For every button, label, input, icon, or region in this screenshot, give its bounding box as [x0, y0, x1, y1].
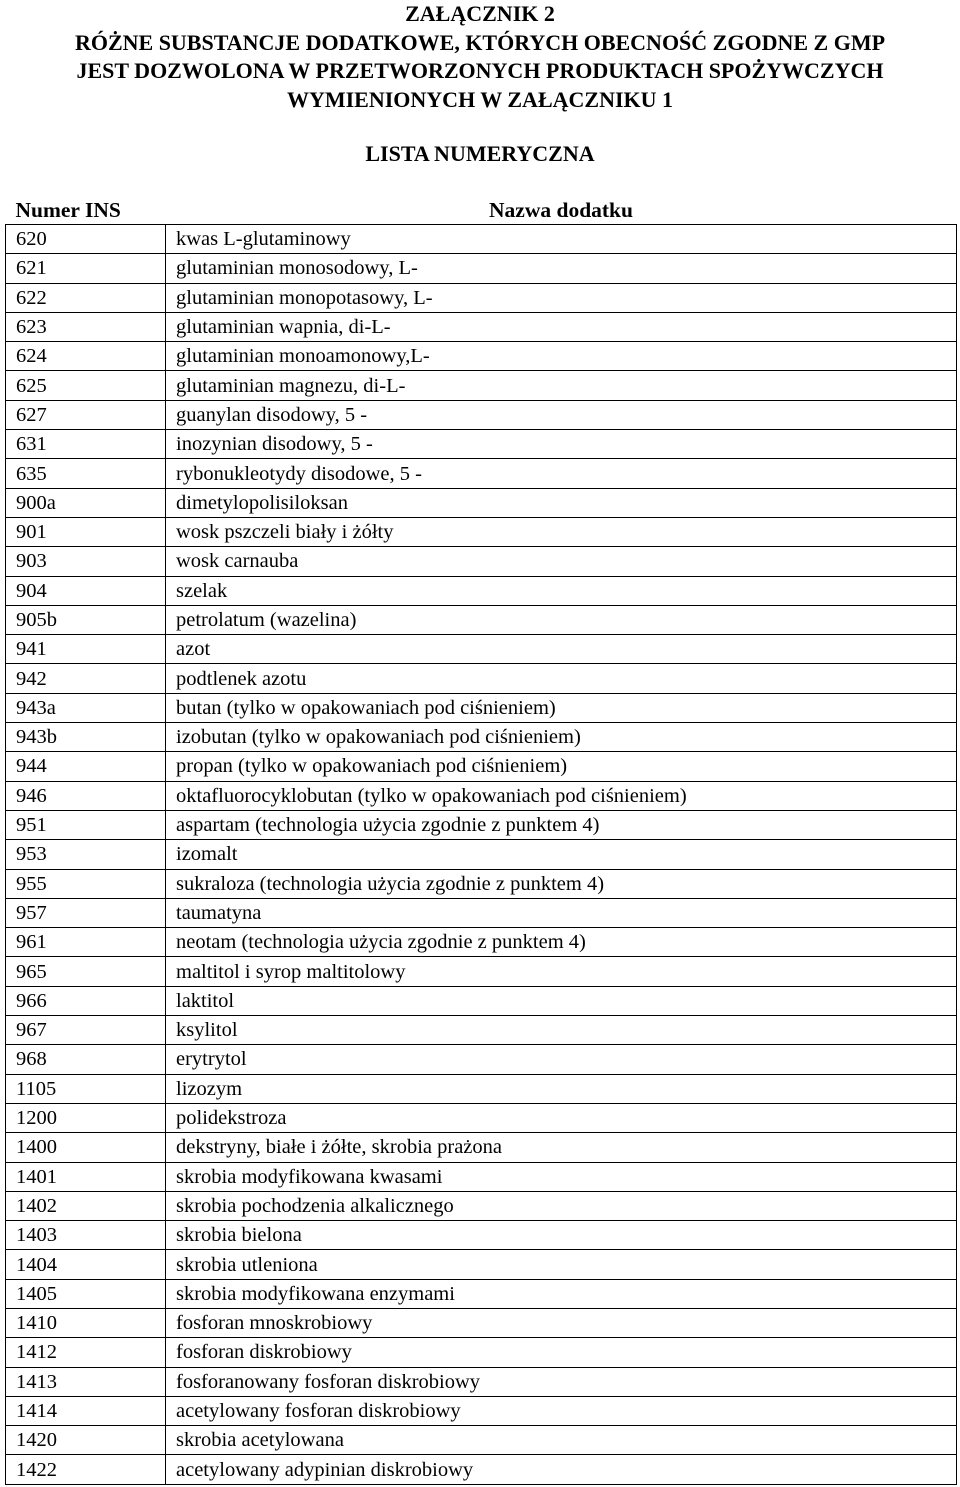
ins-number-cell: 941	[6, 635, 166, 664]
table-row	[6, 517, 957, 546]
ins-number-cell: 1413	[6, 1367, 166, 1396]
ins-number-cell: 621	[6, 254, 166, 283]
ins-number-cell: 635	[6, 459, 166, 488]
ins-number-cell: 1412	[6, 1338, 166, 1367]
additive-name-cell: glutaminian monoamonowy,L-	[166, 342, 957, 371]
additive-name-cell: szelak	[166, 576, 957, 605]
additive-name-cell: inozynian disodowy, 5 -	[166, 430, 957, 459]
table-header-row	[6, 196, 957, 225]
table-row	[6, 664, 957, 693]
additive-name-cell: skrobia bielona	[166, 1221, 957, 1250]
ins-number-cell: 1422	[6, 1455, 166, 1484]
table-row	[6, 225, 957, 254]
additive-name-cell: skrobia pochodzenia alkalicznego	[166, 1191, 957, 1220]
heading-line-annex: ZAŁĄCZNIK 2	[405, 1, 555, 26]
additive-name-cell: erytrytol	[166, 1045, 957, 1074]
ins-number-cell: 966	[6, 986, 166, 1015]
table-row	[6, 1250, 957, 1279]
ins-number-cell: 620	[6, 225, 166, 254]
table-body	[6, 225, 957, 1485]
heading-line-3: WYMIENIONYCH W ZAŁĄCZNIKU 1	[286, 86, 674, 112]
table-row	[6, 312, 957, 341]
table-row	[6, 1133, 957, 1162]
table-row	[6, 869, 957, 898]
ins-number-cell: 967	[6, 1016, 166, 1045]
heading-line-2: JEST DOZWOLONA W PRZETWORZONYCH PRODUKTACH SPOŻYWCZYCH	[76, 58, 884, 83]
ins-number-cell: 623	[6, 312, 166, 341]
table-row	[6, 430, 957, 459]
additive-name-cell: glutaminian monopotasowy, L-	[166, 283, 957, 312]
ins-number-cell: 624	[6, 342, 166, 371]
ins-number-cell: 946	[6, 781, 166, 810]
table-row	[6, 986, 957, 1015]
additive-name-cell: izomalt	[166, 840, 957, 869]
table-row	[6, 605, 957, 634]
column-header-ins-number: Numer INS	[15, 197, 121, 222]
additive-name-cell: fosforan diskrobiowy	[166, 1338, 957, 1367]
ins-number-cell: 905b	[6, 605, 166, 634]
additive-name-cell: dimetylopolisiloksan	[166, 488, 957, 517]
table-row	[6, 254, 957, 283]
ins-number-cell: 631	[6, 430, 166, 459]
ins-number-cell: 1404	[6, 1250, 166, 1279]
additive-name-cell: acetylowany fosforan diskrobiowy	[166, 1396, 957, 1425]
table-row	[6, 1045, 957, 1074]
table-row	[6, 459, 957, 488]
document-heading	[0, 0, 960, 114]
table-row	[6, 723, 957, 752]
table-row	[6, 1191, 957, 1220]
table-row	[6, 928, 957, 957]
additive-name-cell: izobutan (tylko w opakowaniach pod ciśnieniem)	[166, 723, 957, 752]
ins-number-cell: 1414	[6, 1396, 166, 1425]
table-row	[6, 342, 957, 371]
additive-name-cell: dekstryny, białe i żółte, skrobia prażona	[166, 1133, 957, 1162]
ins-number-cell: 1410	[6, 1308, 166, 1337]
additive-name-cell: skrobia utleniona	[166, 1250, 957, 1279]
table-row	[6, 547, 957, 576]
ins-number-cell: 951	[6, 810, 166, 839]
ins-number-cell: 942	[6, 664, 166, 693]
table-row	[6, 1221, 957, 1250]
additive-name-cell: glutaminian wapnia, di-L-	[166, 312, 957, 341]
additive-name-cell: sukraloza (technologia użycia zgodnie z punktem 4)	[166, 869, 957, 898]
heading-line-1: RÓŻNE SUBSTANCJE DODATKOWE, KTÓRYCH OBECNOŚĆ ZGODNE Z GMP	[74, 29, 886, 55]
ins-number-cell: 1405	[6, 1279, 166, 1308]
additive-name-cell: taumatyna	[166, 898, 957, 927]
additive-name-cell: neotam (technologia użycia zgodnie z punktem 4)	[166, 928, 957, 957]
ins-number-cell: 943b	[6, 723, 166, 752]
additive-name-cell: podtlenek azotu	[166, 664, 957, 693]
table-row	[6, 400, 957, 429]
table-row	[6, 810, 957, 839]
table-row	[6, 1396, 957, 1425]
table-row	[6, 1367, 957, 1396]
additive-name-cell: wosk pszczeli biały i żółty	[166, 517, 957, 546]
ins-number-cell: 1403	[6, 1221, 166, 1250]
additive-name-cell: fosforan mnoskrobiowy	[166, 1308, 957, 1337]
ins-number-cell: 903	[6, 547, 166, 576]
additive-name-cell: kwas L-glutaminowy	[166, 225, 957, 254]
table-row	[6, 635, 957, 664]
additive-name-cell: aspartam (technologia użycia zgodnie z punktem 4)	[166, 810, 957, 839]
additive-name-cell: ksylitol	[166, 1016, 957, 1045]
ins-number-cell: 957	[6, 898, 166, 927]
ins-number-cell: 901	[6, 517, 166, 546]
ins-number-cell: 1402	[6, 1191, 166, 1220]
ins-number-cell: 944	[6, 752, 166, 781]
list-subtitle: LISTA NUMERYCZNA	[365, 141, 595, 166]
table-row	[6, 1016, 957, 1045]
table-row	[6, 693, 957, 722]
table-row	[6, 840, 957, 869]
additive-name-cell: acetylowany adypinian diskrobiowy	[166, 1455, 957, 1484]
additive-name-cell: skrobia modyfikowana enzymami	[166, 1279, 957, 1308]
table-row	[6, 781, 957, 810]
ins-number-cell: 953	[6, 840, 166, 869]
ins-number-cell: 625	[6, 371, 166, 400]
ins-number-cell: 1200	[6, 1103, 166, 1132]
table-row	[6, 576, 957, 605]
table-row	[6, 957, 957, 986]
additive-name-cell: petrolatum (wazelina)	[166, 605, 957, 634]
additive-name-cell: polidekstroza	[166, 1103, 957, 1132]
additive-name-cell: butan (tylko w opakowaniach pod ciśnieniem)	[166, 693, 957, 722]
additive-name-cell: glutaminian monosodowy, L-	[166, 254, 957, 283]
table-row	[6, 1338, 957, 1367]
ins-number-cell: 1400	[6, 1133, 166, 1162]
table-row	[6, 1455, 957, 1484]
ins-number-cell: 961	[6, 928, 166, 957]
additive-name-cell: wosk carnauba	[166, 547, 957, 576]
additives-table	[5, 196, 957, 1485]
table-row	[6, 1279, 957, 1308]
additive-name-cell: maltitol i syrop maltitolowy	[166, 957, 957, 986]
table-row	[6, 898, 957, 927]
table-row	[6, 1162, 957, 1191]
table-row	[6, 1074, 957, 1103]
additive-name-cell: guanylan disodowy, 5 -	[166, 400, 957, 429]
additive-name-cell: rybonukleotydy disodowe, 5 -	[166, 459, 957, 488]
ins-number-cell: 900a	[6, 488, 166, 517]
ins-number-cell: 1105	[6, 1074, 166, 1103]
additive-name-cell: fosforanowany fosforan diskrobiowy	[166, 1367, 957, 1396]
table-row	[6, 488, 957, 517]
ins-number-cell: 968	[6, 1045, 166, 1074]
ins-number-cell: 1401	[6, 1162, 166, 1191]
table-row	[6, 1103, 957, 1132]
ins-number-cell: 904	[6, 576, 166, 605]
column-header-additive-name: Nazwa dodatku	[489, 197, 633, 222]
ins-number-cell: 627	[6, 400, 166, 429]
additive-name-cell: laktitol	[166, 986, 957, 1015]
ins-number-cell: 965	[6, 957, 166, 986]
additive-name-cell: oktafluorocyklobutan (tylko w opakowaniach pod ciśnieniem)	[166, 781, 957, 810]
additive-name-cell: propan (tylko w opakowaniach pod ciśnieniem)	[166, 752, 957, 781]
additive-name-cell: skrobia acetylowana	[166, 1426, 957, 1455]
table-row	[6, 283, 957, 312]
table-row	[6, 752, 957, 781]
ins-number-cell: 943a	[6, 693, 166, 722]
ins-number-cell: 955	[6, 869, 166, 898]
additive-name-cell: azot	[166, 635, 957, 664]
table-row	[6, 1308, 957, 1337]
ins-number-cell: 1420	[6, 1426, 166, 1455]
table-row	[6, 1426, 957, 1455]
additive-name-cell: lizozym	[166, 1074, 957, 1103]
ins-number-cell: 622	[6, 283, 166, 312]
additive-name-cell: glutaminian magnezu, di-L-	[166, 371, 957, 400]
additive-name-cell: skrobia modyfikowana kwasami	[166, 1162, 957, 1191]
table-row	[6, 371, 957, 400]
